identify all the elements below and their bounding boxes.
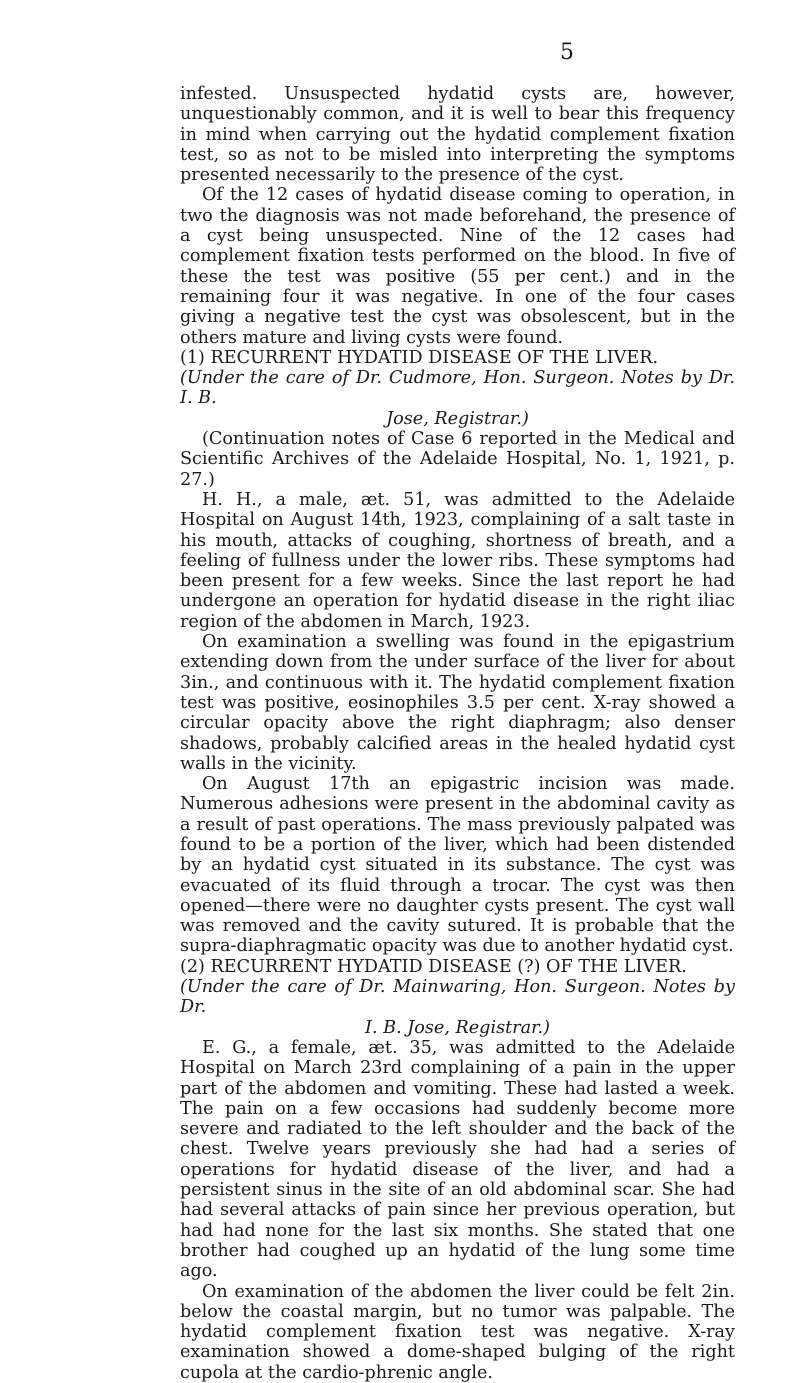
case1-paragraph-2: H. H., a male, æt. 51, was admitted to the Adelaide Hospital on August 14th, 1923, complaining of a salt taste in his mouth, attacks of coughing, shortness of breath, and a feeling of fullness under the lower ribs. These symptoms had been present for a few weeks. Since the last report he had undergone an operation for hydatid disease in the right iliac region of the abdomen in March, 1923. xyxy=(180,489,735,632)
case2-byline xyxy=(180,977,735,1038)
case1-heading: (1) RECURRENT HYDATID DISEASE OF THE LIVER. xyxy=(180,347,659,368)
article-body xyxy=(180,84,735,1383)
case1-paragraph-3: On examination a swelling was found in the epigastrium extending down from the under surface of the liver for about 3in., and continuous with it. The hydatid complement fixation test was positive, eosinophiles 3.5 per cent. X-ray showed a circular opacity above the right diaphragm; also denser shadows, probably calcified areas in the healed hydatid cyst walls in the vicinity. xyxy=(180,632,735,774)
case2-byline-line2: I. B. Jose, Registrar.) xyxy=(365,1017,550,1038)
case2-paragraph-1: E. G., a female, æt. 35, was admitted to the Adelaide Hospital on March 23rd complaining of a pain in the upper part of the abdomen and vomiting. These had lasted a week. The pain on a few occasions had suddenly become more severe and radiated to the left shoulder and the back of the chest. Twelve years previously she had had a series of operations for hydatid disease of the liver, and had a persistent sinus in the site of an old abdominal scar. She had had several attacks of pain since her previous operation, but had had none for the last six months. She stated that one brother had coughed up an hydatid of the lung some time ago. xyxy=(180,1037,735,1282)
case2-byline-line1: (Under the care of Dr. Mainwaring, Hon. Surgeon. Notes by Dr. xyxy=(180,977,735,1018)
intro-paragraph-1: infested. Unsuspected hydatid cysts are, however, unquestionably common, and it is well to bear this frequency in mind when carrying out the hydatid complement fixation test, so as not to be misled into interpreting the symptoms presented necessarily to the presence of the cyst. xyxy=(180,84,735,186)
case1-paragraph-4: On August 17th an epigastric incision was made. Numerous adhesions were present in the abdominal cavity as a result of past operations. The mass previously palpated was found to be a portion of the liver, which had been distended by an hydatid cyst situated in its substance. The cyst was evacuated of its fluid through a trocar. The cyst was then opened—there were no daughter cysts present. The cyst wall was removed and the cavity sutured. It is probable that the supra-diaphragmatic opacity was due to another hydatid cyst. xyxy=(180,774,735,957)
case1-byline-line2: Jose, Registrar.) xyxy=(386,408,529,429)
case2-heading: (2) RECURRENT HYDATID DISEASE (?) OF THE LIVER. xyxy=(180,956,687,977)
intro-paragraph-2: Of the 12 cases of hydatid disease coming to operation, in two the diagnosis was not made beforehand, the presence of a cyst being unsuspected. Nine of the 12 cases had complement fixation tests performed on the blood. In five of these the test was positive (55 per cent.) and in the remaining four it was negative. In one of the four cases giving a negative test the cyst was obsolescent, but in the others mature and living cysts were found. xyxy=(180,185,735,348)
case1-paragraph-1: (Continuation notes of Case 6 reported in the Medical and Scientific Archives of the Adelaide Hospital, No. 1, 1921, p. 27.) xyxy=(180,429,735,490)
case1-byline-line1: (Under the care of Dr. Cudmore, Hon. Surgeon. Notes by Dr. I. B. xyxy=(180,368,735,409)
case2-paragraph-2: On examination of the abdomen the liver could be felt 2in. below the coastal margin, but no tumor was palpable. The hydatid complement fixation test was negative. X-ray examination showed a dome-shaped bulging of the right cupola at the cardio-phrenic angle. xyxy=(180,1281,735,1383)
page-number: 5 xyxy=(560,40,574,65)
case1-byline xyxy=(180,368,735,429)
